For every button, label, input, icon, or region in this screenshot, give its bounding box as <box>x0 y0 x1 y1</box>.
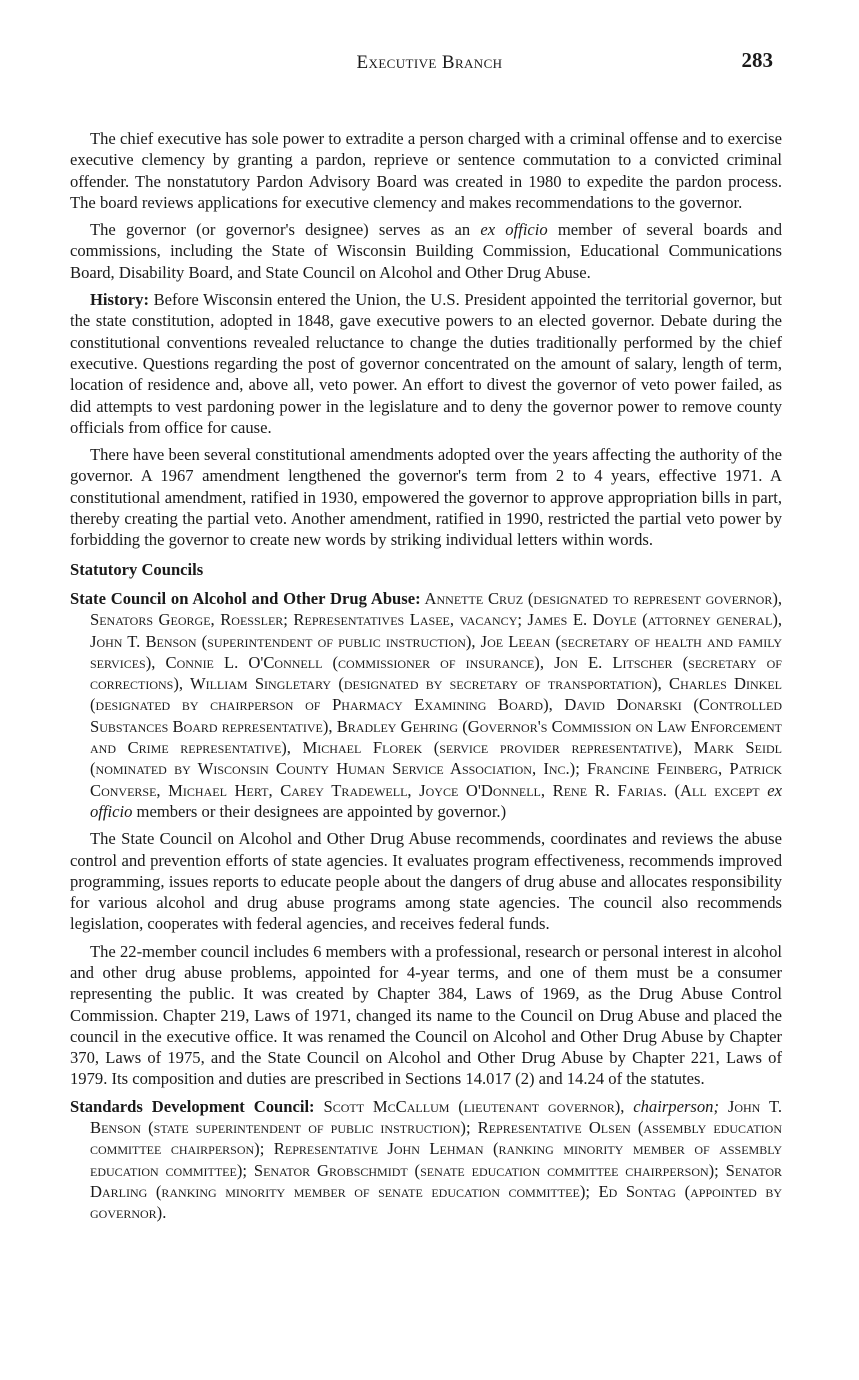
text-run: Before Wisconsin entered the Union, the U.S. President appointed the territorial governor, but the state constitution, adopted in 1848, gave executive powers to an elected governor. Debate during the constitutional conventions revealed reluctance to change the duties traditionally performed by the chief executive. Questions regarding the post of governor concentrated on the amount of salary, length of term, location of residence and, above all, veto power. An effort to divest the governor of veto power failed, as did attempts to vest pardoning power in the legislature and to deny the governor power to remove county officials from office for cause. <box>70 290 782 437</box>
paragraph-history <box>70 289 782 438</box>
text-run: member of several boards and commissions, including the State of Wisconsin Building Commission, Educational Communications Board, Disability Board, and State Council on Alcohol and Other Drug Abuse. <box>70 220 782 282</box>
council-description: The State Council on Alcohol and Other Drug Abuse recommends, coordinates and reviews the abuse control and prevention efforts of state agencies. It evaluates program effectiveness, recommends improved programming, issues reports to educate people about the dangers of drug abuse and allocates responsibility for various alcohol and drug abuse programs among state agencies. The council also recommends legislation, cooperates with federal agencies, and receives federal funds. <box>70 829 782 934</box>
text-run: members or their designees are appointed by governor.) <box>132 801 507 821</box>
history-lead: History: <box>90 290 149 310</box>
council-history: The 22-member council includes 6 members with a professional, research or personal interest in alcohol and other drug abuse problems, appointed for 4-year terms, and one of them must be a consumer representing the public. It was created by Chapter 384, Laws of 1969, as the Drug Abuse Control Commission. Chapter 219, Laws of 1971, changed its name to the Council on Drug Abuse and placed the council in the executive office. It was renamed the Council on Alcohol and Other Drug Abuse by Chapter 370, Laws of 1975, and the State Council on Alcohol and Other Drug Abuse by Chapter 221, Laws of 1979. Its composition and duties are prescribed in Sections 14.017 (2) and 14.24 of the statutes. <box>70 941 782 1089</box>
council-name: Standards Development Council: <box>70 1096 315 1116</box>
running-head: Executive Branch <box>356 52 503 73</box>
italic-term: ex officio <box>480 220 548 240</box>
italic-term: ex officio <box>90 780 782 821</box>
council-members: Scott McCallum (lieutenant governor), <box>314 1096 634 1116</box>
italic-term: chairperson; <box>633 1096 719 1116</box>
page-body <box>70 128 782 1230</box>
page-number: 283 <box>741 48 773 72</box>
council-entry-alcohol-drug-abuse <box>70 588 782 822</box>
paragraph-clemency: The chief executive has sole power to extradite a person charged with a criminal offense and to exercise executive clemency by granting a pardon, reprieve or sentence commutation to a convicted criminal offender. The nonstatutory Pardon Advisory Board was created in 1980 to expedite the pardon process. The board reviews applications for executive clemency and makes recommendations to the governor. <box>70 129 782 212</box>
text-run: The governor (or governor's designee) serves as an <box>90 220 481 240</box>
section-heading: Statutory Councils <box>70 559 204 579</box>
council-members: Annette Cruz (designated to represent governor), Senators George, Roessler; Representatives Lasee, vacancy; James E. Doyle (attorney general), John T. Benson (superintendent of public instruction), Joe Leean (secretary of health and family services), Connie L. O'Connell (commissioner of insurance), Jon E. Litscher (secretary of corrections), William Singletary (designated by secretary of transportation), Charles Dinkel (designated by chairperson of Pharmacy Examining Board), David Donarski (Controlled Substances Board representative), Bradley Gehring (Governor's Commission on Law Enforcement and Crime representative), Michael Florek (service provider representative), Mark Seidl (nominated by Wisconsin County Human Service Association, Inc.); Francine Feinberg, Patrick Converse, Michael Hert, Carey Tradewell, Joyce O'Donnell, Rene R. Farias. (All except <box>90 588 782 800</box>
council-name: State Council on Alcohol and Other Drug Abuse: <box>70 588 421 608</box>
paragraph-ex-officio <box>70 219 782 283</box>
council-members: John T. Benson (state superintendent of public instruction); Representative Olsen (assembly education committee chairperson); Representative John Lehman (ranking minority member of assembly education committee); Senator Grobschmidt (senate education committee chairperson); Senator Darling (ranking minority member of senate education committee); Ed Sontag (appointed by governor). <box>90 1096 782 1223</box>
paragraph-amendments: There have been several constitutional amendments adopted over the years affecting the authority of the governor. A 1967 amendment lengthened the governor's term from 2 to 4 years, effective 1971. A constitutional amendment, ratified in 1930, empowered the governor to approve appropriation bills in part, thereby creating the partial veto. Another amendment, ratified in 1990, restricted the partial veto power by forbidding the governor to create new words by striking individual letters within words. <box>70 445 782 550</box>
page-header <box>0 48 859 78</box>
council-entry-standards-development <box>70 1096 782 1224</box>
